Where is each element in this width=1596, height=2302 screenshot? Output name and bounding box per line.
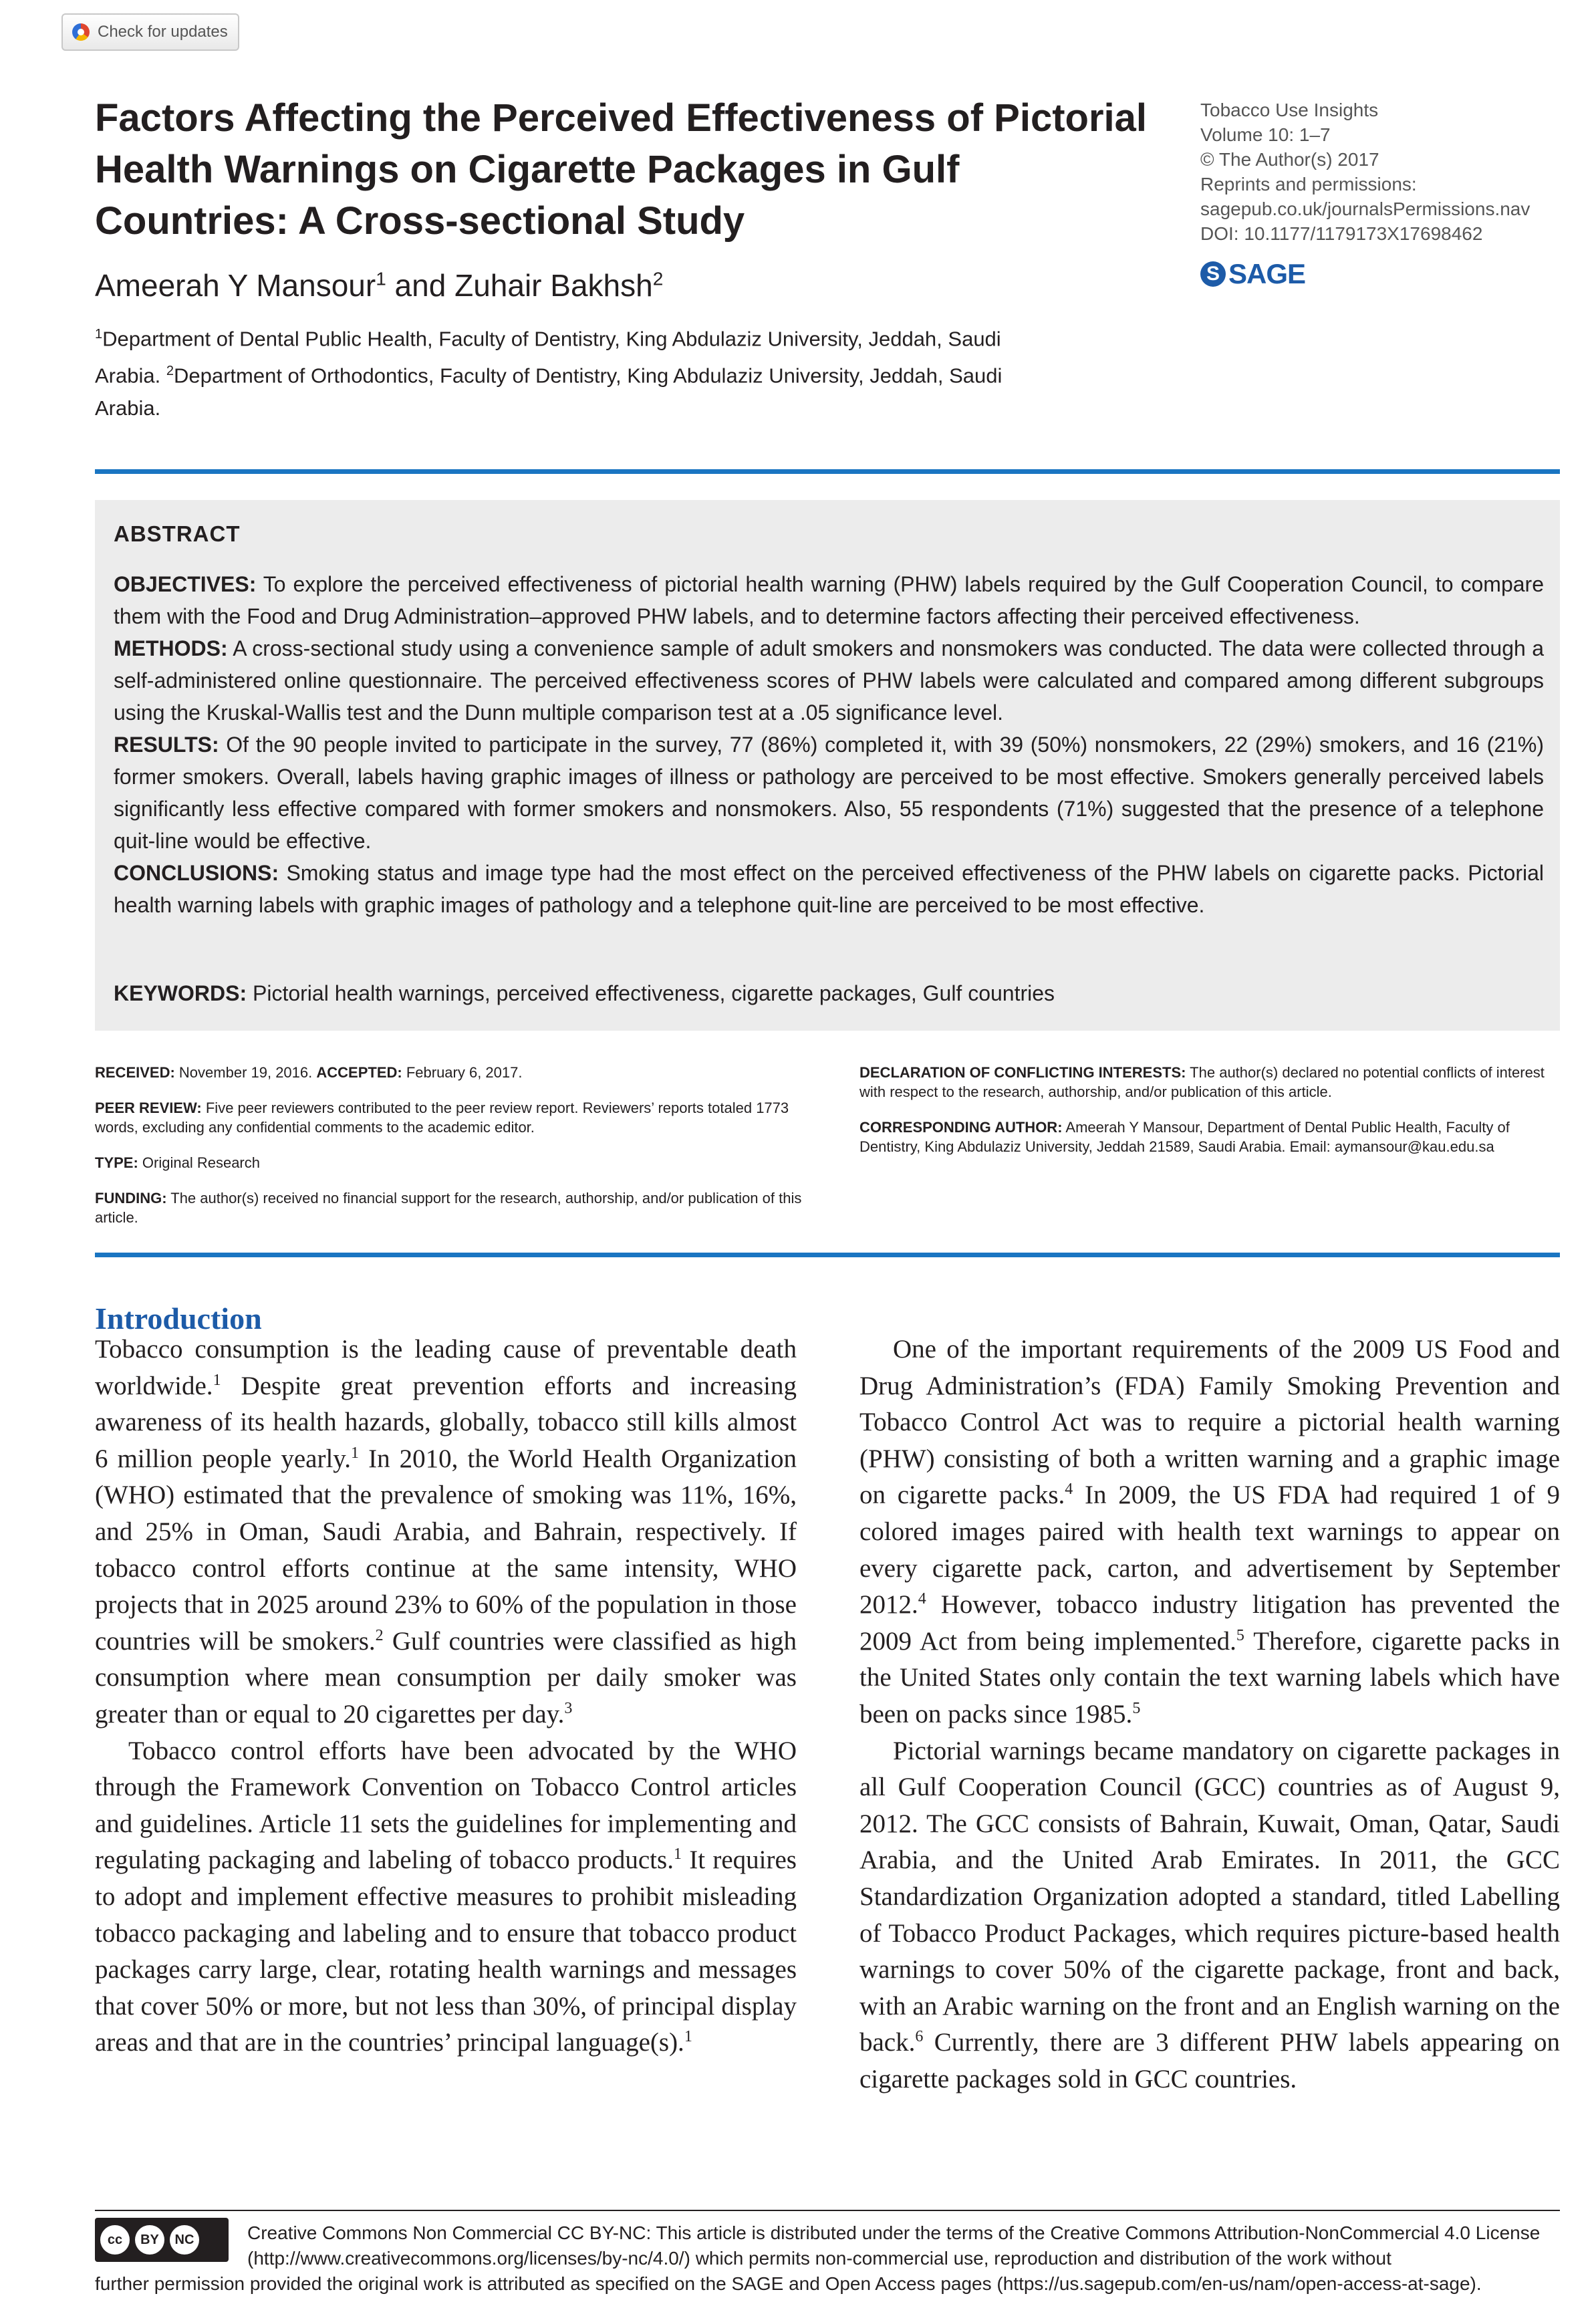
text-run: Despite great prevention efforts and increasing awareness of its health hazards, globally, tobacco still kills almost 6 million people yearly. <box>95 1371 797 1473</box>
citation[interactable]: 5 <box>1236 1626 1244 1644</box>
text-run: Tobacco control efforts have been advocated by the WHO through the Framework Convention on Tobacco Control articles and guidelines. Article 11 sets the guidelines for implementing and regulating packaging and labeling of tobacco products. <box>95 1736 797 1875</box>
funding-text: The author(s) received no financial support for the research, authorship, and/or publication of this article. <box>95 1190 802 1226</box>
conflict-text: The author(s) declared no potential conflicts of interest with respect to the research, authorship, and/or publication of this article. <box>859 1064 1545 1100</box>
affiliation-2: Department of Orthodontics, Faculty of Dentistry, King Abdulaziz University, Jeddah, Saudi Arabia. <box>95 364 1003 420</box>
abstract-keywords <box>114 977 1544 1009</box>
type-label: TYPE: <box>95 1154 138 1171</box>
conclusions-text: Smoking status and image type had the most effect on the perceived effectiveness of the PHW labels on cigarette packs. Pictorial health warning labels with graphic images of pathology and a telephone quit-line are perceived to be most effective. <box>114 861 1544 917</box>
corresponding-text: Ameerah Y Mansour, Department of Dental Public Health, Faculty of Dentistry, King Abdulaziz University, Jeddah 21589, Saudi Arabia. Email: aymansour@kau.edu.sa <box>859 1119 1510 1155</box>
received-accepted <box>95 1063 803 1082</box>
sage-logo <box>1200 258 1305 290</box>
citation[interactable]: 1 <box>673 1845 682 1864</box>
conflicts <box>859 1063 1555 1102</box>
affil-sup: 2 <box>166 364 174 379</box>
by-icon: BY <box>135 2225 164 2255</box>
journal-info <box>1200 98 1575 246</box>
conflict-label: DECLARATION OF CONFLICTING INTERESTS: <box>859 1064 1186 1081</box>
received-date: November 19, 2016. <box>174 1064 317 1081</box>
methods-label: METHODS: <box>114 636 228 660</box>
peer-text: Five peer reviewers contributed to the peer review report. Reviewers’ reports totaled 1773 words, excluding any confidential comments to the academic editor. <box>95 1100 789 1136</box>
abstract-body <box>114 568 1544 921</box>
author-name: Ameerah Y Mansour <box>95 268 376 303</box>
citation[interactable]: 1 <box>213 1371 221 1389</box>
funding <box>95 1188 803 1227</box>
type-text: Original Research <box>138 1154 260 1171</box>
article-meta-right <box>859 1063 1555 1172</box>
sage-logo-text: SAGE <box>1228 258 1306 289</box>
author-name: Zuhair Bakhsh <box>454 268 653 303</box>
corresponding-label: CORRESPONDING AUTHOR: <box>859 1119 1063 1136</box>
citation[interactable]: 5 <box>1132 1699 1141 1717</box>
results-text: Of the 90 people invited to participate in the survey, 77 (86%) completed it, with 39 (50%) nonsmokers, 22 (29%) smokers, and 16 (21%) former smokers. Overall, labels having graphic images of illness or pathology are perceived to be most effective. Smokers generally perceived labels significantly less effective compared with former smokers and nonsmokers. Also, 55 respondents (71%) suggested that the presence of a telephone quit-line would be effective. <box>114 733 1544 853</box>
citation[interactable]: 1 <box>684 2028 692 2046</box>
body-column-left <box>95 1331 797 2061</box>
conclusions-label: CONCLUSIONS: <box>114 861 279 885</box>
author-join: and <box>386 268 455 303</box>
check-for-updates-button[interactable] <box>61 13 239 51</box>
body-column-right <box>859 1331 1560 2097</box>
top-divider <box>95 469 1560 474</box>
copyright: © The Author(s) 2017 <box>1200 149 1379 170</box>
abstract-conclusions <box>114 857 1544 921</box>
meta-divider <box>95 1253 1560 1257</box>
keywords-text: Pictorial health warnings, perceived effectiveness, cigarette packages, Gulf countries <box>247 981 1055 1005</box>
text-run: Currently, there are 3 different PHW labels appearing on cigarette packages sold in GCC countries. <box>859 2028 1560 2093</box>
citation[interactable]: 6 <box>915 2028 924 2046</box>
section-heading: Introduction <box>95 1301 262 1335</box>
text-run: Gulf countries were classified as high consumption where mean consumption per daily smoker was greater than or equal to 20 cigarettes per day. <box>95 1626 797 1729</box>
journal-volume: Volume 10: 1–7 <box>1200 124 1331 145</box>
text-run: In 2009, the US FDA had required 1 of 9 colored images paired with health text warnings to appear on every cigarette pack, carton, and advertisement by September 2012. <box>859 1481 1560 1620</box>
citation[interactable]: 4 <box>918 1590 926 1608</box>
results-label: RESULTS: <box>114 733 219 757</box>
keywords-label: KEYWORDS: <box>114 981 247 1005</box>
text-run: It requires to adopt and implement effective measures to prohibit misleading tobacco packaging and labeling and to ensure that tobacco product packages carry large, clear, rotating health warnings and messages that cover 50% or more, but not less than 30%, of principal display areas and that are in the countries’ principal language(s). <box>95 1845 797 2057</box>
citation[interactable]: 1 <box>351 1444 360 1462</box>
funding-label: FUNDING: <box>95 1190 167 1206</box>
text-run: One of the important requirements of the 2009 US Food and Drug Administration’s (FDA) Family Smoking Prevention and Tobacco Control Act was to require a pictorial health warning (PHW) consisting of both a written warning and a graphic image on cigarette packs. <box>859 1335 1560 1510</box>
corresponding-author <box>859 1118 1555 1156</box>
abstract-results <box>114 729 1544 857</box>
sage-logo-icon: S <box>1200 261 1226 287</box>
paragraph <box>95 1733 797 2061</box>
reprints-label: Reprints and permissions: <box>1200 174 1417 195</box>
abstract-methods <box>114 632 1544 729</box>
citation[interactable]: 4 <box>1065 1481 1073 1499</box>
peer-review <box>95 1098 803 1137</box>
journal-name: Tobacco Use Insights <box>1200 100 1379 120</box>
cc-icon: cc <box>100 2225 130 2255</box>
affiliations <box>95 318 1071 424</box>
author-line <box>95 267 663 303</box>
text-run: Tobacco consumption is the leading cause of preventable death worldwide. <box>95 1335 797 1400</box>
objectives-label: OBJECTIVES: <box>114 572 257 596</box>
peer-label: PEER REVIEW: <box>95 1100 202 1116</box>
license-text: Creative Commons Non Commercial CC BY-NC: This article is distributed under the terms of the Creative Commons Attribution-NonCommercial 4.0 License (http://www.creativecommons.org/licenses/by-nc/4.0/) which permits non-commercial use, reproduction and distribution of the work without <box>247 2222 1541 2269</box>
paragraph <box>859 1733 1560 2098</box>
cc-license-badge[interactable] <box>95 2218 229 2262</box>
author-affil-sup: 1 <box>376 268 386 289</box>
citation[interactable]: 3 <box>564 1699 573 1717</box>
check-for-updates-label: Check for updates <box>98 23 228 41</box>
article-title: Factors Affecting the Perceived Effectiveness of Pictorial Health Warnings on Cigarette Packages in Gulf Countries: A Cross-sectional Study <box>95 96 1148 243</box>
updates-icon <box>72 23 90 41</box>
license-text-continued: further permission provided the original work is attributed as specified on the SAGE and Open Access pages (https://us.sagepub.com/en-us/nam/open-access-at-sage). <box>95 2273 1482 2294</box>
methods-text: A cross-sectional study using a convenience sample of adult smokers and nonsmokers was conducted. The data were collected through a self-administered online questionnaire. The perceived effectiveness scores of PHW labels were calculated and compared among different subgroups using the Kruskal-Wallis test and the Dunn multiple comparison test at a .05 significance level. <box>114 636 1544 725</box>
paragraph <box>859 1331 1560 1733</box>
author-affil-sup: 2 <box>652 268 664 289</box>
citation[interactable]: 2 <box>375 1626 384 1644</box>
abstract-heading: ABSTRACT <box>114 521 241 546</box>
text-run: In 2010, the World Health Organization (WHO) estimated that the prevalence of smoking was 11%, 16%, and 25% in Oman, Saudi Arabia, and Bahrain, respectively. If tobacco control efforts continue at the same intensity, WHO projects that in 2025 around 23% to 60% of the population in those countries will be smokers. <box>95 1444 797 1656</box>
objectives-text: To explore the perceived effectiveness of pictorial health warning (PHW) labels required by the Gulf Cooperation Council, to compare them with the Food and Drug Administration–approved PHW labels, and to determine factors affecting their perceived effectiveness. <box>114 572 1544 628</box>
abstract-objectives <box>114 568 1544 632</box>
article-type <box>95 1153 803 1172</box>
text-run: Therefore, cigarette packs in the United States only contain the text warning labels which have been on packs since 1985. <box>859 1626 1560 1729</box>
text-run: Pictorial warnings became mandatory on cigarette packages in all Gulf Cooperation Council (GCC) countries as of August 9, 2012. The GCC consists of Bahrain, Kuwait, Oman, Qatar, Saudi Arabia, and the United Arab Emirates. In 2011, the GCC Standardization Organization adopted a standard, titled Labelling of Tobacco Product Packages, which requires picture-based health warnings to cover 50% of the cigarette package, front and back, with an Arabic warning on the front and an English warning on the back. <box>859 1736 1560 2057</box>
reprints-link[interactable]: sagepub.co.uk/journalsPermissions.nav <box>1200 199 1531 219</box>
paragraph <box>95 1331 797 1733</box>
received-label: RECEIVED: <box>95 1064 175 1081</box>
text-run: However, tobacco industry litigation has prevented the 2009 Act from being implemented. <box>859 1590 1560 1656</box>
affiliation-1: Department of Dental Public Health, Faculty of Dentistry, King Abdulaziz University, Jeddah, Saudi Arabia. <box>95 327 1001 388</box>
footer-divider <box>95 2210 1560 2211</box>
doi[interactable]: DOI: 10.1177/1179173X17698462 <box>1200 223 1483 244</box>
accepted-date: February 6, 2017. <box>402 1064 523 1081</box>
nc-icon: NC <box>170 2225 199 2255</box>
accepted-label: ACCEPTED: <box>316 1064 402 1081</box>
article-meta-left <box>95 1063 803 1243</box>
affil-sup: 1 <box>95 327 103 342</box>
